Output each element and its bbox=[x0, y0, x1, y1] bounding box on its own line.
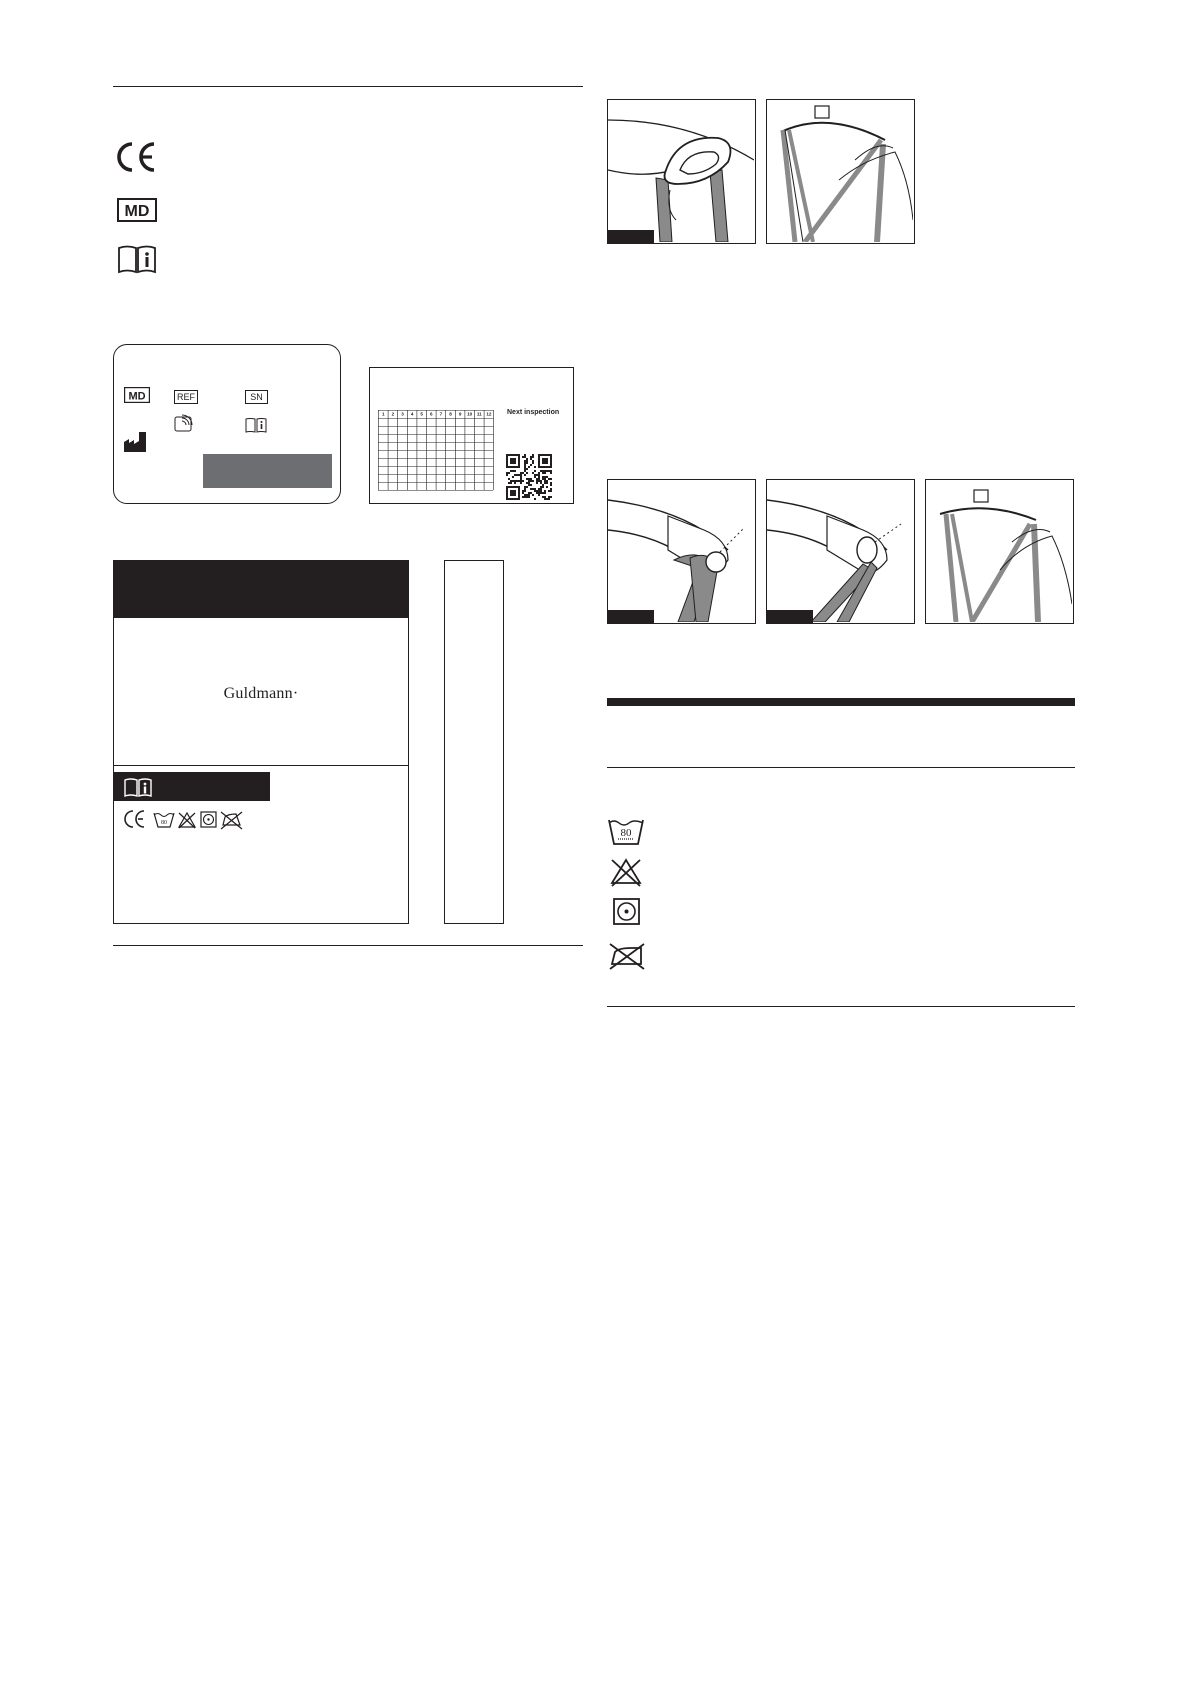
tag-care-symbols bbox=[124, 808, 264, 830]
inspection-grid-number: 1 bbox=[382, 411, 385, 417]
inspection-grid-number: 6 bbox=[430, 411, 433, 417]
instructions-book-icon bbox=[124, 777, 152, 797]
tag-instructions-bar bbox=[114, 772, 270, 801]
section-thick-rule bbox=[607, 698, 1075, 706]
bottom-left-rule bbox=[113, 945, 583, 946]
inspection-grid bbox=[378, 410, 498, 498]
illustration-hook-loop-1 bbox=[607, 479, 756, 624]
illustration-step-bar bbox=[608, 230, 654, 243]
inspection-grid-number: 10 bbox=[467, 411, 473, 417]
illustration-hook-loop-2 bbox=[766, 479, 915, 624]
illustration-sling-hanger bbox=[766, 99, 915, 244]
inspection-grid-number: 4 bbox=[410, 411, 414, 417]
ce-mark-icon bbox=[114, 140, 158, 174]
illustration-step-bar bbox=[608, 610, 654, 623]
grey-label-block bbox=[203, 454, 332, 488]
tag-divider bbox=[114, 765, 408, 766]
illustration-clip-closeup bbox=[607, 99, 756, 244]
wash-temp: 80 bbox=[620, 827, 632, 839]
instructions-book-icon bbox=[117, 244, 157, 274]
inspection-card bbox=[369, 367, 574, 504]
inspection-grid-number: 2 bbox=[391, 411, 395, 417]
no-iron-icon bbox=[607, 940, 647, 970]
manufacturer-icon bbox=[124, 432, 148, 452]
top-left-rule bbox=[113, 86, 583, 87]
no-bleach-icon bbox=[607, 857, 645, 887]
wash-80-icon bbox=[607, 816, 645, 846]
product-label-card bbox=[113, 344, 341, 504]
instructions-book-icon bbox=[245, 417, 267, 433]
product-tag bbox=[113, 560, 409, 924]
inspection-grid-number: 8 bbox=[449, 411, 452, 417]
tag-header-bar bbox=[114, 561, 408, 618]
inspection-grid-number: 5 bbox=[420, 411, 423, 417]
brand-logo: Guldmann· bbox=[223, 685, 299, 702]
md-mark-icon bbox=[117, 198, 157, 222]
inspection-grid-number: 12 bbox=[486, 411, 492, 417]
md-text: MD bbox=[128, 390, 146, 403]
sn-text: SN bbox=[250, 392, 263, 402]
sn-box bbox=[245, 390, 268, 404]
md-mark-icon bbox=[124, 387, 150, 403]
qr-code-icon bbox=[506, 454, 552, 500]
inspection-grid-number: 7 bbox=[439, 411, 443, 417]
rfid-icon bbox=[174, 413, 196, 433]
care-bottom-rule bbox=[607, 1006, 1075, 1007]
ref-box bbox=[174, 390, 198, 404]
illustration-sling-attached bbox=[925, 479, 1074, 624]
narrow-side-tag bbox=[444, 560, 504, 924]
section-thin-rule bbox=[607, 767, 1075, 768]
ref-text: REF bbox=[177, 392, 195, 402]
next-inspection-label: Next inspection bbox=[507, 409, 560, 416]
inspection-grid-number: 9 bbox=[458, 411, 462, 417]
svg-text:MD: MD bbox=[124, 203, 150, 220]
inspection-grid-number: 11 bbox=[476, 411, 482, 417]
inspection-grid-number: 3 bbox=[401, 411, 404, 417]
brand-text: Guldmann bbox=[223, 685, 293, 702]
svg-text:80: 80 bbox=[161, 820, 167, 826]
tumble-dry-icon bbox=[610, 897, 642, 927]
illustration-step-bar bbox=[767, 610, 813, 623]
